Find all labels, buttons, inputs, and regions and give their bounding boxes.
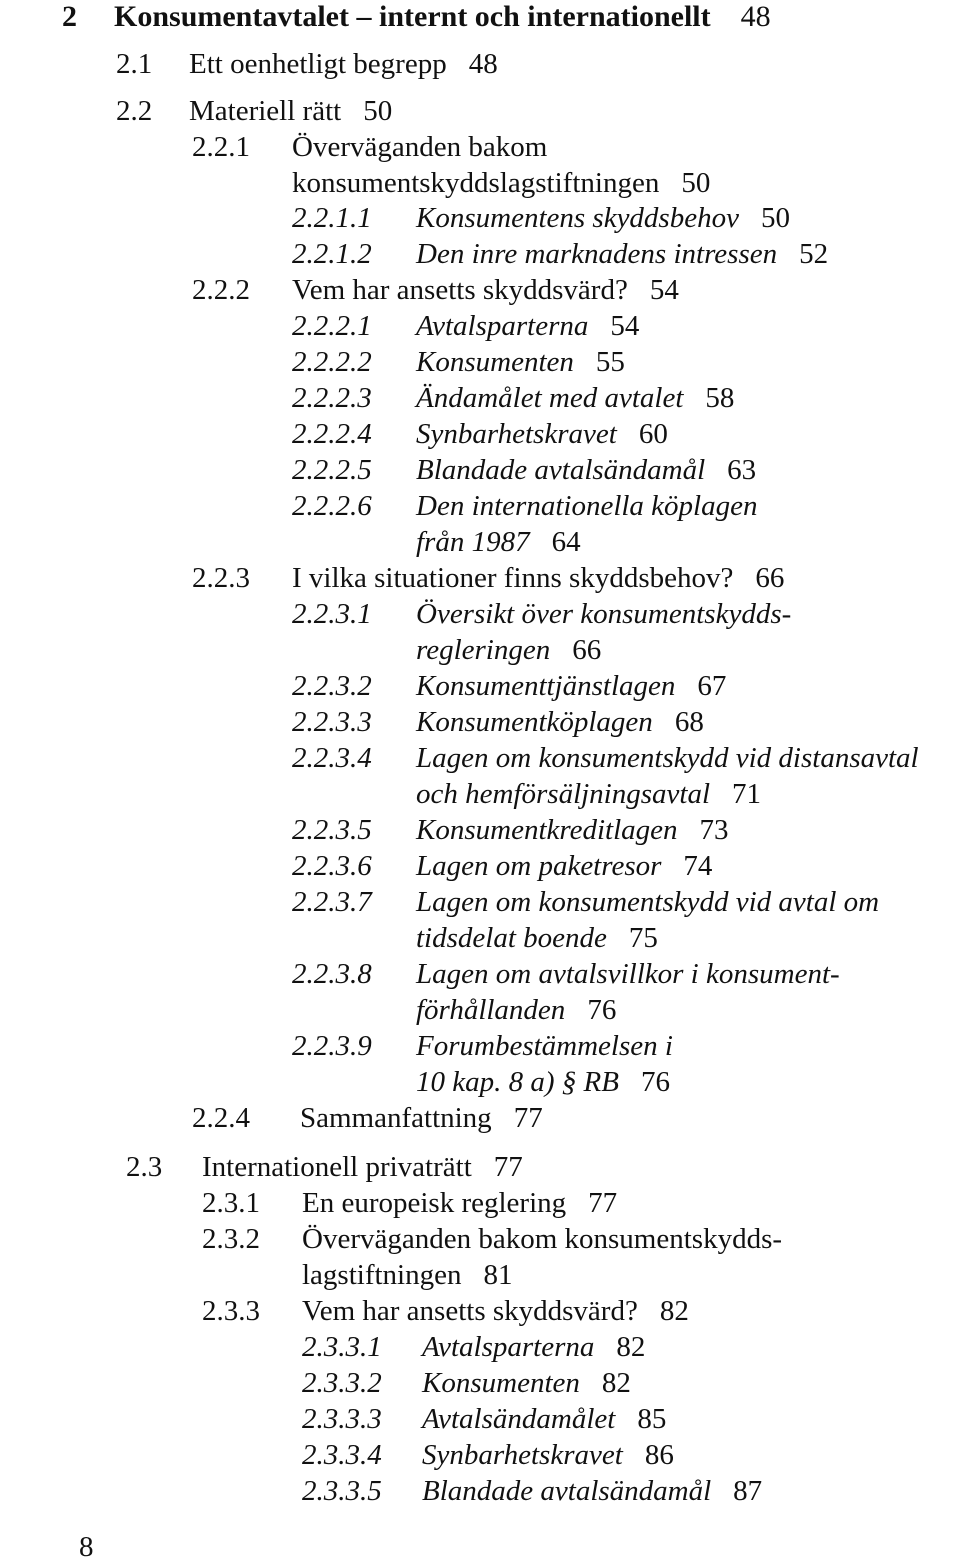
toc-number: 2.2.3.8 [292, 958, 372, 990]
toc-page: 55 [595, 346, 625, 378]
toc-number: 2.2.3.3 [292, 706, 372, 738]
toc-number: 2.2.2.5 [292, 454, 372, 486]
toc-number: 2.2.2.6 [292, 490, 372, 522]
toc-entry-2-2-3-9 [292, 1029, 673, 1063]
toc-title: Ändamålet med avtalet [416, 382, 684, 414]
toc-page: 63 [727, 454, 757, 486]
toc-number: 2.2.3.9 [292, 1030, 372, 1062]
toc-number: 2.3 [126, 1151, 163, 1183]
toc-title: Avtalsparterna [416, 310, 589, 342]
toc-title: Blandade avtalsändamål [422, 1475, 712, 1507]
toc-page: 64 [551, 526, 581, 558]
toc-entry-2-2 [116, 94, 392, 128]
toc-entry-2-3-3-1 [302, 1330, 645, 1364]
toc-entry-2-2-3-4 [292, 741, 919, 775]
toc-entry-2-3-3-4 [302, 1438, 674, 1472]
toc-title: Avtalsändamålet [422, 1403, 616, 1435]
toc-page: 68 [674, 706, 704, 738]
toc-entry-2-2-1 [192, 130, 547, 164]
toc-page: 87 [733, 1475, 763, 1507]
toc-title: Lagen om avtalsvillkor i konsument- [416, 958, 840, 990]
toc-entry-2-2-2-5 [292, 453, 756, 487]
toc-title-continued: tidsdelat boende [416, 922, 607, 954]
toc-title: I vilka situationer finns skyddsbehov? [292, 562, 734, 594]
toc-entry-2-2-3-1 [292, 597, 791, 631]
toc-page: 81 [483, 1259, 513, 1291]
toc-number: 2.2.3.5 [292, 814, 372, 846]
toc-entry-2-2-1-1 [292, 201, 790, 235]
toc-entry-2-2-3-3 [292, 705, 704, 739]
toc-entry-2-2-3-2 [292, 669, 726, 703]
toc-page: 76 [587, 994, 617, 1026]
toc-entry-2-2-3-6 [292, 849, 712, 883]
toc-title: Vem har ansetts skyddsvärd? [302, 1295, 638, 1327]
toc-entry-2-2-3-4-continuation [416, 777, 761, 811]
toc-title: Konsumentköplagen [416, 706, 653, 738]
toc-title-continued: lagstiftningen [302, 1259, 462, 1291]
toc-entry-chapter-2 [62, 0, 771, 34]
toc-entry-2-2-3-7 [292, 885, 879, 919]
toc-title: Lagen om paketresor [416, 850, 662, 882]
toc-number: 2.2.2.3 [292, 382, 372, 414]
toc-title: Konsumenten [416, 346, 574, 378]
toc-page: 73 [699, 814, 729, 846]
toc-title: Ett oenhetligt begrepp [189, 48, 447, 80]
toc-page: 58 [705, 382, 735, 414]
toc-number: 2.3.1 [202, 1187, 260, 1219]
toc-page: 48 [468, 48, 498, 80]
toc-entry-2-2-2 [192, 273, 679, 307]
toc-page: 48 [740, 0, 771, 33]
toc-title: Konsumenttjänstlagen [416, 670, 676, 702]
toc-entry-2-2-1-2 [292, 237, 828, 271]
toc-title: Konsumentkreditlagen [416, 814, 678, 846]
toc-title: Översikt över konsumentskydds- [416, 598, 792, 630]
toc-page: 77 [493, 1151, 523, 1183]
toc-number: 2.1 [116, 48, 153, 80]
toc-number: 2.2.1.2 [292, 238, 372, 270]
toc-page: 82 [616, 1331, 646, 1363]
toc-title-continued: regleringen [416, 634, 551, 666]
toc-page: 67 [697, 670, 727, 702]
toc-entry-2-2-2-6 [292, 489, 758, 523]
toc-page: 77 [513, 1102, 543, 1134]
toc-title: Synbarhetskravet [416, 418, 617, 450]
toc-page: 50 [681, 167, 711, 199]
page-number: 8 [79, 1531, 94, 1563]
toc-page: 66 [755, 562, 785, 594]
toc-number: 2.3.3.3 [302, 1403, 382, 1435]
toc-page: 74 [683, 850, 713, 882]
toc-page: 77 [588, 1187, 618, 1219]
toc-number: 2.2.2.2 [292, 346, 372, 378]
toc-page: 85 [637, 1403, 667, 1435]
toc-entry-2-3-2-continuation [302, 1258, 512, 1292]
toc-page: 75 [628, 922, 658, 954]
toc-entry-2-2-3-7-continuation [416, 921, 658, 955]
toc-entry-2-2-4 [192, 1101, 543, 1135]
toc-number: 2.2.1.1 [292, 202, 372, 234]
toc-title: Internationell privaträtt [202, 1151, 472, 1183]
toc-title: Avtalsparterna [422, 1331, 595, 1363]
toc-title-continued: konsumentskyddslagstiftningen [292, 167, 660, 199]
toc-number: 2.3.3.4 [302, 1439, 382, 1471]
toc-number: 2.2.3.4 [292, 742, 372, 774]
toc-number: 2.3.3 [202, 1295, 260, 1327]
toc-page: 66 [572, 634, 602, 666]
toc-number: 2.3.3.1 [302, 1331, 382, 1363]
toc-number: 2.2.3.7 [292, 886, 372, 918]
toc-number: 2.3.2 [202, 1223, 260, 1255]
toc-number: 2 [62, 0, 77, 33]
toc-page: 86 [644, 1439, 674, 1471]
toc-entry-2-2-2-6-continuation [416, 525, 581, 559]
toc-title: Synbarhetskravet [422, 1439, 623, 1471]
toc-number: 2.2.3 [192, 562, 250, 594]
toc-entry-2-3-1 [202, 1186, 617, 1220]
toc-number: 2.2.1 [192, 131, 250, 163]
toc-title: En europeisk reglering [302, 1187, 567, 1219]
toc-page: 50 [363, 95, 393, 127]
toc-entry-2-3-3-5 [302, 1474, 762, 1508]
toc-title: Konsumentens skyddsbehov [416, 202, 739, 234]
toc-title: Överväganden bakom konsumentskydds- [302, 1223, 783, 1255]
toc-page: 71 [732, 778, 762, 810]
toc-title-continued: från 1987 [416, 526, 530, 558]
toc-number: 2.3.3.2 [302, 1367, 382, 1399]
toc-entry-2-1 [116, 47, 498, 81]
toc-number: 2.2.4 [192, 1102, 250, 1134]
toc-number: 2.2.2.1 [292, 310, 372, 342]
toc-title: Vem har ansetts skyddsvärd? [292, 274, 628, 306]
toc-page: 54 [649, 274, 679, 306]
toc-entry-2-2-3 [192, 561, 784, 595]
toc-page: 52 [799, 238, 829, 270]
toc-title: Lagen om konsumentskydd vid avtal om [416, 886, 880, 918]
toc-entry-2-3-2 [202, 1222, 782, 1256]
toc-entry-2-2-2-2 [292, 345, 625, 379]
toc-entry-2-2-2-4 [292, 417, 668, 451]
toc-number: 2.2.3.1 [292, 598, 372, 630]
toc-number: 2.3.3.5 [302, 1475, 382, 1507]
toc-title: Lagen om konsumentskydd vid distansavtal [416, 742, 919, 774]
toc-entry-2-2-2-1 [292, 309, 639, 343]
toc-entry-2-2-1-continuation [292, 166, 710, 200]
toc-number: 2.2.2 [192, 274, 250, 306]
toc-page: 60 [638, 418, 668, 450]
toc-number: 2.2 [116, 95, 153, 127]
toc-number: 2.2.3.6 [292, 850, 372, 882]
toc-entry-2-3-3 [202, 1294, 689, 1328]
toc-title: Forumbestämmelsen i [416, 1030, 673, 1062]
toc-title: Blandade avtalsändamål [416, 454, 706, 486]
toc-page: 76 [640, 1066, 670, 1098]
toc-title-continued: förhållanden [416, 994, 566, 1026]
toc-page: 54 [610, 310, 640, 342]
toc-entry-2-2-2-3 [292, 381, 734, 415]
toc-title: Konsumenten [422, 1367, 580, 1399]
toc-title: Konsumentavtalet – internt och internationellt [114, 0, 711, 33]
toc-title-continued: 10 kap. 8 a) § RB [416, 1066, 619, 1098]
toc-entry-2-2-3-8-continuation [416, 993, 616, 1027]
toc-title: Sammanfattning [300, 1102, 492, 1134]
toc-page: 82 [601, 1367, 631, 1399]
toc-entry-2-2-3-8 [292, 957, 840, 991]
toc-entry-2-2-3-9-continuation [416, 1065, 670, 1099]
toc-title: Den inre marknadens intressen [416, 238, 778, 270]
toc-entry-2-2-3-5 [292, 813, 729, 847]
toc-entry-2-3-3-3 [302, 1402, 666, 1436]
toc-entry-2-3-3-2 [302, 1366, 631, 1400]
toc-page: 50 [760, 202, 790, 234]
toc-entry-2-3 [126, 1150, 523, 1184]
toc-entry-2-2-3-1-continuation [416, 633, 601, 667]
toc-number: 2.2.2.4 [292, 418, 372, 450]
toc-page: 82 [659, 1295, 689, 1327]
toc-title: Materiell rätt [189, 95, 342, 127]
toc-number: 2.2.3.2 [292, 670, 372, 702]
toc-title-continued: och hemförsäljningsavtal [416, 778, 711, 810]
toc-title: Överväganden bakom [292, 131, 548, 163]
toc-title: Den internationella köplagen [416, 490, 758, 522]
